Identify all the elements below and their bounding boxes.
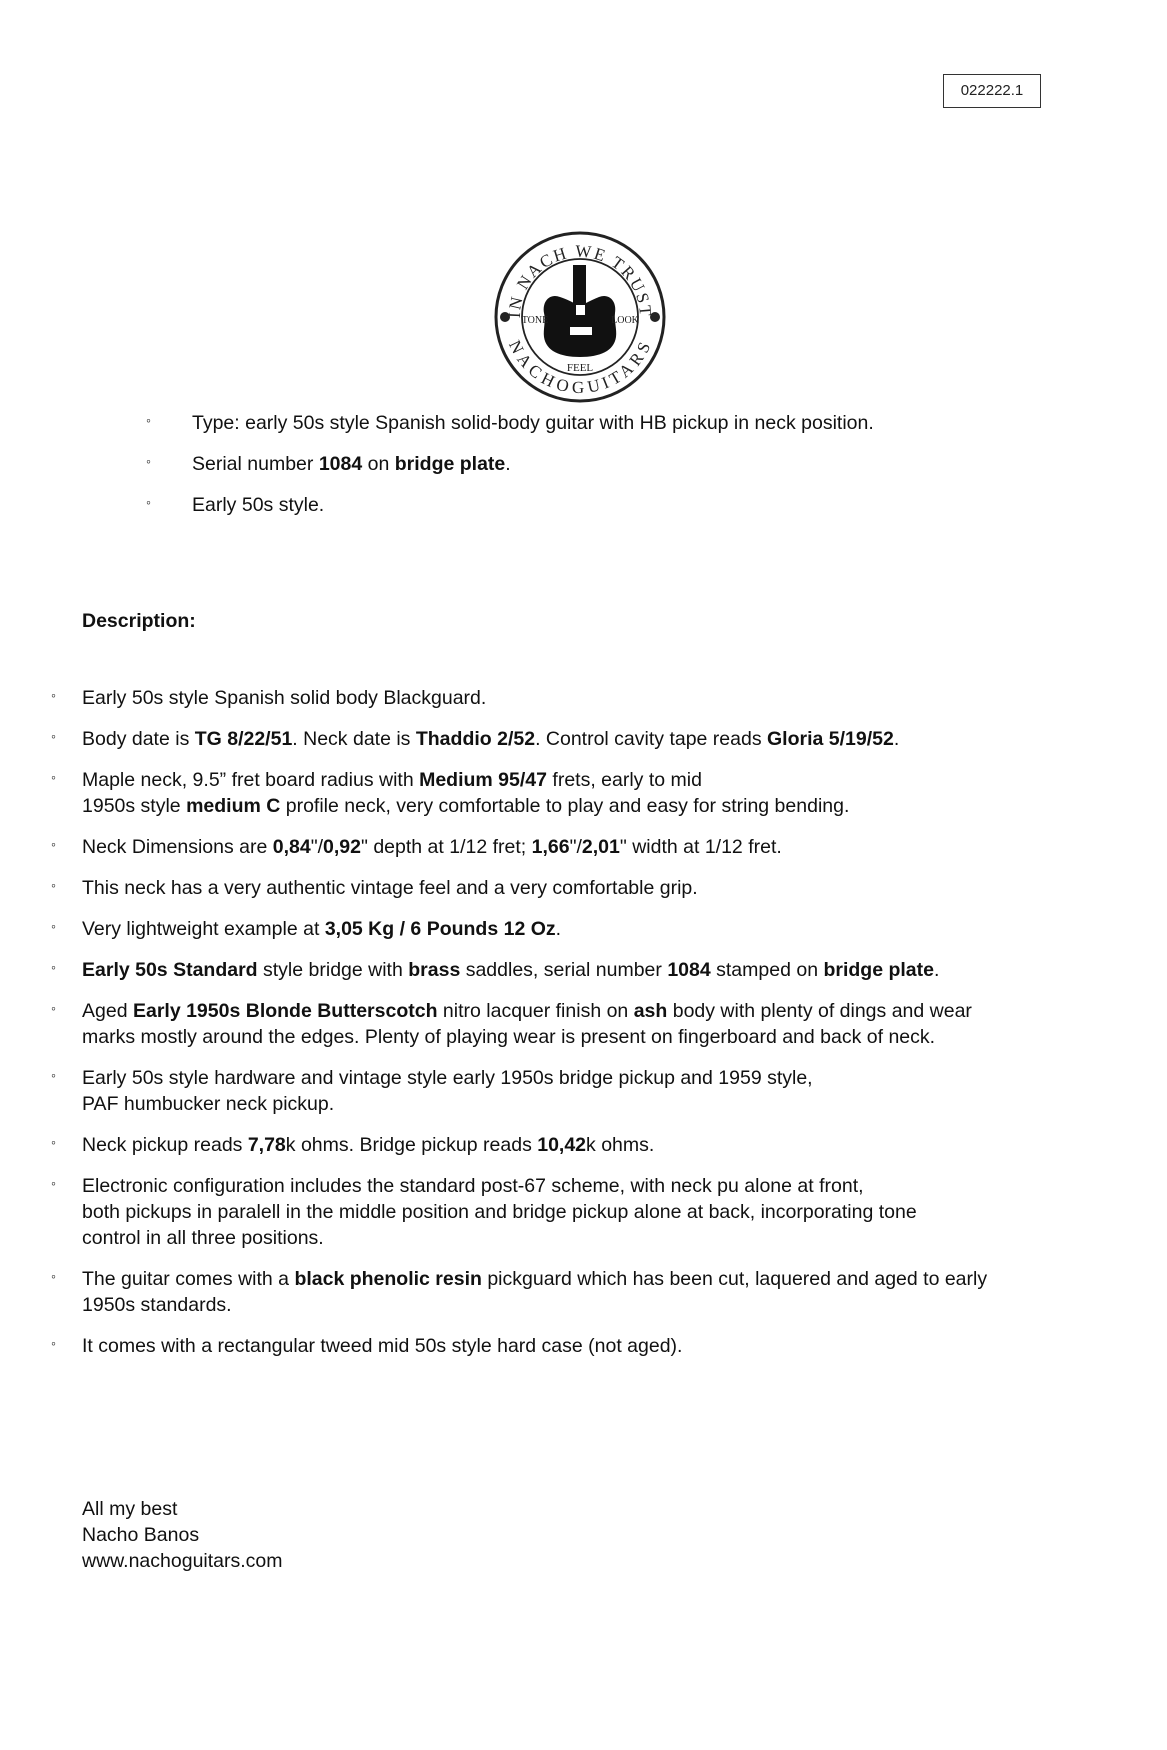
description-line (82, 1333, 1042, 1359)
signature-closing: All my best (82, 1498, 178, 1520)
description-line (82, 1024, 1042, 1050)
description-line (82, 1065, 1042, 1091)
description-heading: Description: (82, 610, 196, 632)
description-item (51, 834, 1042, 860)
bold-text: 0,84 (272, 836, 311, 858)
logo-label-feel: FEEL (566, 362, 594, 374)
summary-item (146, 492, 1092, 518)
description-line (82, 998, 1042, 1024)
text-run: Serial number (192, 453, 319, 475)
description-item (51, 1173, 1042, 1251)
bullet-icon: ◦ (51, 687, 56, 703)
description-item (51, 1065, 1042, 1117)
bold-text: TG 8/22/51 (194, 728, 293, 750)
description-line (82, 793, 1042, 819)
bold-text: 3,05 Kg / 6 Pounds 12 Oz (324, 918, 556, 940)
text-run: saddles, serial number (460, 959, 668, 981)
bullet-icon: ◦ (51, 918, 56, 934)
text-run: It comes with a rectangular tweed mid 50s style hard case (not aged). (82, 1335, 683, 1357)
text-run: k ohms. Bridge pickup reads (285, 1134, 538, 1156)
text-run: Early 50s style. (192, 494, 325, 516)
text-run: . (505, 453, 511, 475)
bold-text: Gloria 5/19/52 (767, 728, 894, 750)
text-run: . Control cavity tape reads (535, 728, 768, 750)
text-run: control in all three positions. (82, 1227, 324, 1249)
bold-text: medium C (186, 795, 281, 817)
bold-text: bridge plate (394, 453, 506, 475)
text-run: . (893, 728, 900, 750)
bold-text: 2,01 (581, 836, 620, 858)
bold-text: 1084 (667, 959, 711, 981)
text-run: profile neck, very comfortable to play and easy for string bending. (280, 795, 850, 817)
text-run: Very lightweight example at (82, 918, 325, 940)
summary-text (192, 410, 1092, 436)
guitar-body-icon (544, 265, 617, 357)
description-line (82, 834, 1042, 860)
bold-text: 10,42 (537, 1134, 587, 1156)
nachoguitars-logo (494, 231, 666, 403)
text-run: " width at 1/12 fret. (619, 836, 782, 858)
text-run: Body date is (82, 728, 195, 750)
text-run: . Neck date is (292, 728, 416, 750)
description-item (51, 1266, 1042, 1318)
text-run: Electronic configuration includes the standard post-67 scheme, with neck pu alone at front, (82, 1175, 864, 1197)
bullet-icon: ◦ (51, 877, 56, 893)
document-number: 022222.1 (960, 82, 1024, 99)
bold-text: 1,66 (531, 836, 570, 858)
text-run: " depth at 1/12 fret; (360, 836, 532, 858)
text-run: 1950s style (82, 795, 187, 817)
bold-text: Medium 95/47 (419, 769, 547, 791)
description-item (51, 726, 1042, 752)
text-run: style bridge with (257, 959, 409, 981)
description-item (51, 685, 1042, 711)
text-run: The guitar comes with a (82, 1268, 295, 1290)
description-line (82, 1173, 1042, 1199)
signature-block (82, 1496, 283, 1574)
description-line (82, 1225, 1042, 1251)
bullet-icon: ◦ (51, 1268, 56, 1284)
bullet-icon: ◦ (51, 959, 56, 975)
text-run: stamped on (710, 959, 824, 981)
bold-text: Thaddio 2/52 (415, 728, 536, 750)
text-run: Early 50s style Spanish solid body Blackguard. (82, 687, 487, 709)
description-item (51, 875, 1042, 901)
description-line (82, 1199, 1042, 1225)
description-item (51, 957, 1042, 983)
bold-text: Early 50s Standard (82, 959, 258, 981)
description-line (82, 1292, 1042, 1318)
bold-text: brass (408, 959, 461, 981)
description-item (51, 998, 1042, 1050)
bold-text: ash (633, 1000, 668, 1022)
text-run: both pickups in paralell in the middle position and bridge pickup alone at back, incorporating tone (82, 1201, 917, 1223)
description-line (82, 875, 1042, 901)
logo-ring-text-top: IN NACH WE TRUST (504, 241, 656, 319)
bullet-icon: ◦ (146, 494, 151, 510)
description-line (82, 685, 1042, 711)
bold-text: 0,92 (323, 836, 361, 858)
text-run: Neck Dimensions are (82, 836, 273, 858)
summary-text (192, 492, 1092, 518)
text-run: Type: early 50s style Spanish solid-body guitar with HB pickup in neck position. (192, 412, 874, 434)
text-run: marks mostly around the edges. Plenty of playing wear is present on fingerboard and back of neck. (82, 1026, 936, 1048)
text-run: "/ (569, 836, 582, 858)
bullet-icon: ◦ (51, 1134, 56, 1150)
text-run: This neck has a very authentic vintage feel and a very comfortable grip. (82, 877, 698, 899)
logo-label-look: LOOK (611, 315, 639, 326)
text-run: Neck pickup reads (82, 1134, 248, 1156)
logo-label-tone: TONE (521, 315, 549, 326)
bullet-icon: ◦ (146, 453, 151, 469)
description-item (51, 916, 1042, 942)
bullet-icon: ◦ (51, 769, 56, 785)
description-line (82, 957, 1042, 983)
description-line (82, 767, 1042, 793)
text-run: k ohms. (586, 1134, 655, 1156)
text-run: . (933, 959, 940, 981)
text-run: Early 50s style hardware and vintage style early 1950s bridge pickup and 1959 style, (82, 1067, 813, 1089)
description-item (51, 767, 1042, 819)
description-item (51, 1132, 1042, 1158)
bold-text: black phenolic resin (294, 1268, 482, 1290)
signature-name: Nacho Banos (82, 1524, 200, 1546)
bullet-icon: ◦ (51, 728, 56, 744)
text-run: on (362, 453, 395, 475)
bullet-icon: ◦ (51, 836, 56, 852)
text-run: PAF humbucker neck pickup. (82, 1093, 335, 1115)
text-run: body with plenty of dings and wear (667, 1000, 972, 1022)
summary-item (146, 410, 1092, 436)
text-run: Maple neck, 9.5” fret board radius with (82, 769, 420, 791)
text-run: nitro lacquer finish on (437, 1000, 634, 1022)
text-run: 1950s standards. (82, 1294, 232, 1316)
bullet-icon: ◦ (51, 1067, 56, 1083)
bold-text: Early 1950s Blonde Butterscotch (132, 1000, 438, 1022)
bold-text: bridge plate (823, 959, 934, 981)
description-line (82, 916, 1042, 942)
summary-item (146, 451, 1092, 477)
logo-ring-text-bottom: NACHOGUITARS (504, 337, 656, 398)
text-run: . (555, 918, 562, 940)
bullet-icon: ◦ (51, 1335, 56, 1351)
description-line (82, 1132, 1042, 1158)
description-line (82, 1266, 1042, 1292)
text-run: Aged (82, 1000, 133, 1022)
text-run: "/ (310, 836, 324, 858)
bold-text: 7,78 (247, 1134, 286, 1156)
summary-text (192, 451, 1092, 477)
signature-website[interactable]: www.nachoguitars.com (82, 1550, 283, 1572)
bullet-icon: ◦ (146, 412, 151, 428)
text-run: frets, early to mid (546, 769, 702, 791)
description-line (82, 726, 1042, 752)
bullet-icon: ◦ (51, 1175, 56, 1191)
bold-text: 1084 (318, 453, 363, 475)
document-number-box (943, 74, 1041, 108)
bullet-icon: ◦ (51, 1000, 56, 1016)
description-item (51, 1333, 1042, 1359)
text-run: pickguard which has been cut, laquered and aged to early (481, 1268, 988, 1290)
description-line (82, 1091, 1042, 1117)
